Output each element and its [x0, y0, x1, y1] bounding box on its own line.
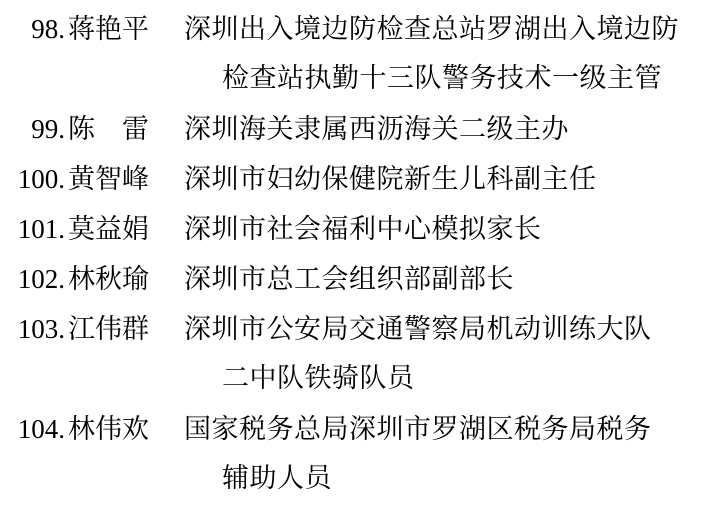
entry-description: 深圳市社会福利中心模拟家长	[184, 214, 542, 245]
list-item	[0, 4, 716, 104]
entry-line	[0, 104, 716, 154]
entry-number: 101.	[17, 214, 65, 244]
list-item	[0, 104, 716, 154]
entry-line	[0, 154, 716, 204]
entry-description: 深圳海关隶属西沥海关二级主办	[184, 114, 569, 145]
entry-name: 陈 雷	[68, 114, 149, 145]
entry-description-continued: 二中队铁骑队员	[222, 363, 415, 394]
entry-name: 蒋艳平	[68, 14, 149, 45]
entry-number: 98.	[31, 14, 65, 44]
entry-description: 深圳出入境边防检查总站罗湖出入境边防	[184, 14, 679, 45]
entry-description: 深圳市公安局交通警察局机动训练大队	[184, 314, 652, 345]
list-item	[0, 254, 716, 304]
list-item	[0, 404, 716, 504]
list-item	[0, 154, 716, 204]
entry-line	[0, 204, 716, 254]
entry-name: 莫益娟	[68, 214, 149, 245]
list-item	[0, 204, 716, 254]
entry-number: 103.	[17, 314, 65, 344]
entry-number: 100.	[17, 164, 65, 194]
entry-description: 深圳市总工会组织部副部长	[184, 264, 514, 295]
entry-line	[0, 304, 716, 354]
entry-name: 黄智峰	[68, 164, 149, 195]
entry-line-continued	[0, 354, 716, 404]
entry-description: 国家税务总局深圳市罗湖区税务局税务	[184, 414, 652, 445]
entry-line	[0, 404, 716, 454]
entry-name: 林伟欢	[68, 414, 149, 445]
entry-number: 102.	[17, 264, 65, 294]
entry-description: 深圳市妇幼保健院新生儿科副主任	[184, 164, 597, 195]
entry-number: 99.	[31, 114, 65, 144]
entry-line	[0, 254, 716, 304]
entry-line-continued	[0, 54, 716, 104]
entry-line	[0, 4, 716, 54]
entry-name: 江伟群	[68, 314, 149, 345]
list-item	[0, 304, 716, 404]
entry-description-continued: 检查站执勤十三队警务技术一级主管	[222, 63, 662, 94]
entry-name: 林秋瑜	[68, 264, 149, 295]
entry-line-continued	[0, 454, 716, 504]
entry-number: 104.	[17, 414, 65, 444]
entry-description-continued: 辅助人员	[222, 463, 332, 494]
